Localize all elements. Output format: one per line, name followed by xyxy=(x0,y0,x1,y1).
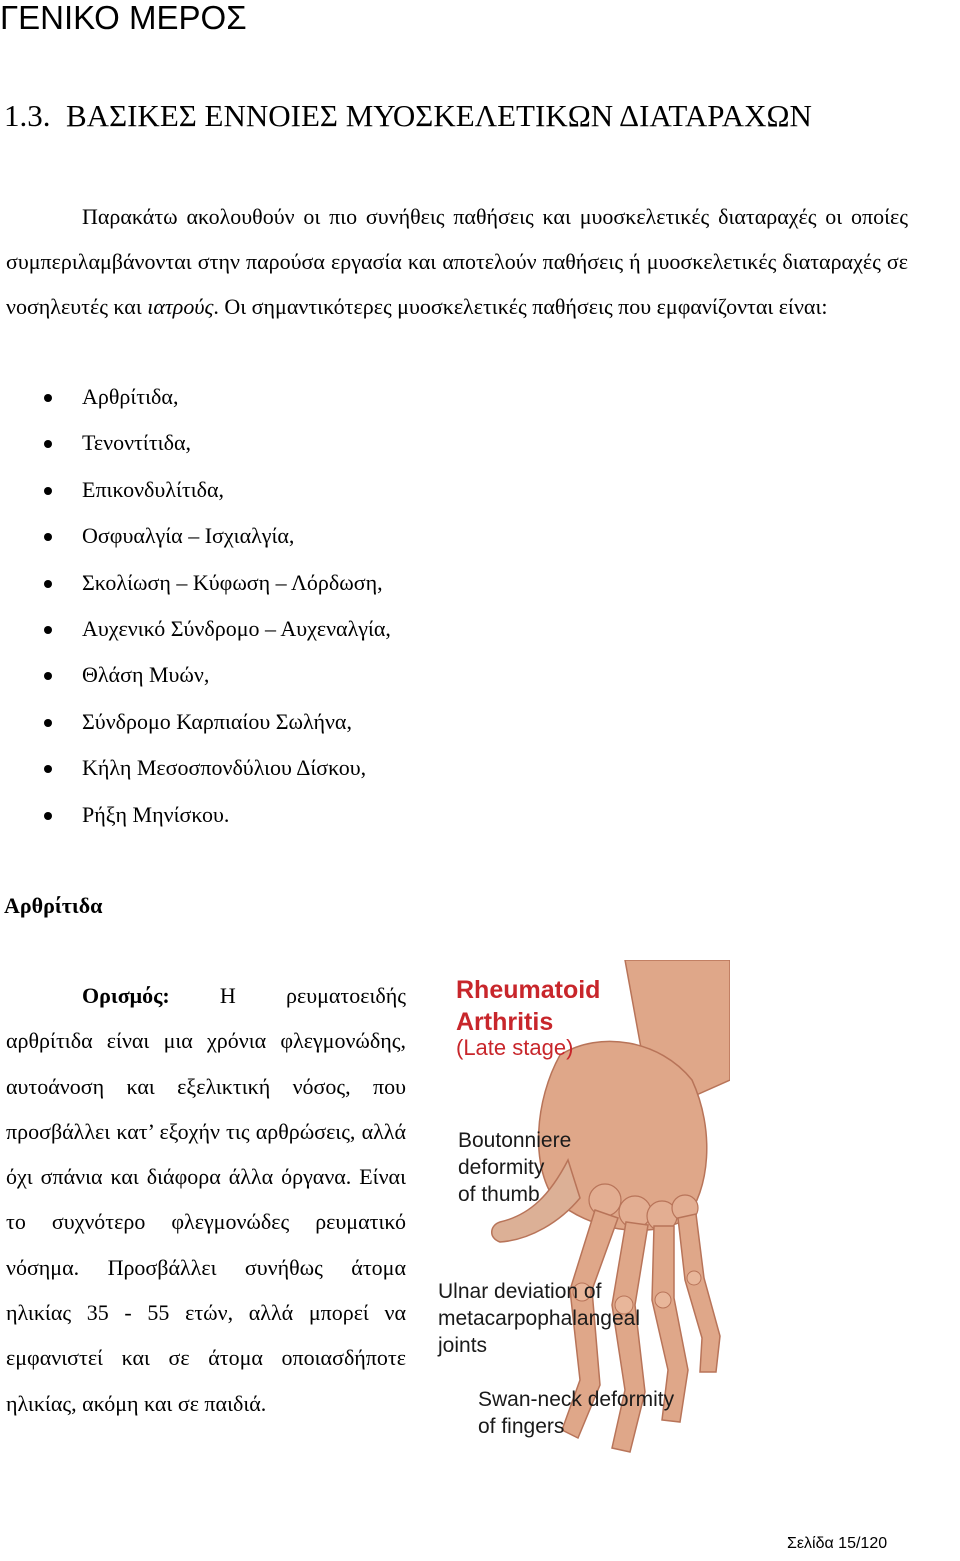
list-item-label: Ρήξη Μηνίσκου. xyxy=(82,801,230,827)
list-item-label: Οσφυαλγία – Ισχιαλγία, xyxy=(82,523,295,549)
section-number: 1.3. xyxy=(4,98,51,133)
list-item xyxy=(0,513,600,559)
disorders-list xyxy=(0,374,600,838)
list-item-label: Αρθρίτιδα, xyxy=(82,384,179,409)
list-item xyxy=(0,467,600,513)
list-item-label: Θλάση Μυών, xyxy=(82,662,210,688)
list-item-label: Τενοντίτιδα, xyxy=(82,430,191,456)
list-item xyxy=(0,792,600,838)
list-item xyxy=(0,560,600,606)
bullet-icon xyxy=(44,672,52,680)
list-item-label: Κήλη Μεσοσπονδύλιου Δίσκου, xyxy=(82,755,367,781)
intro-text-italic: ιατρούς xyxy=(147,294,214,319)
list-item-label: Σκολίωση – Κύφωση – Λόρδωση, xyxy=(82,569,383,595)
bullet-icon xyxy=(44,487,52,495)
section-title: ΒΑΣΙΚΕΣ ΕΝΝΟΙΕΣ ΜΥΟΣΚΕΛΕΤΙΚΩΝ ΔΙΑΤΑΡΑΧΩΝ xyxy=(66,98,812,133)
intro-paragraph xyxy=(6,194,908,329)
list-item xyxy=(0,745,600,791)
figure-label-boutonniere: Boutonniere deformity of thumb xyxy=(458,1129,572,1206)
intro-text-before: Παρακάτω ακολουθούν οι πιο συνήθεις παθήσεις και μυοσκελετικές διαταραχές οι οποίες συμπεριλαμβάνονται στην παρούσα εργασία και αποτελούν παθήσεις ή μυοσκελετικές διαταραχές σε νοσηλευτές και xyxy=(6,204,908,319)
bullet-icon xyxy=(44,812,52,820)
arthritis-definition xyxy=(6,973,406,1426)
section-heading xyxy=(4,98,812,134)
figure-title: Rheumatoid Arthritis xyxy=(456,976,601,1036)
list-item xyxy=(0,699,600,745)
bullet-icon xyxy=(44,626,52,634)
page-number: Σελίδα 15/120 xyxy=(787,1535,888,1552)
page-header-title: ΓΕΝΙΚΟ ΜΕΡΟΣ xyxy=(0,0,247,36)
list-item xyxy=(0,374,600,420)
bullet-icon xyxy=(44,580,52,588)
list-item xyxy=(0,652,600,698)
bullet-icon xyxy=(44,394,52,402)
bullet-icon xyxy=(44,765,52,773)
list-item-label: Σύνδρομο Καρπιαίου Σωλήνα, xyxy=(82,708,352,734)
figure-subtitle: (Late stage) xyxy=(456,1035,574,1060)
bullet-icon xyxy=(44,440,52,448)
arthritis-heading: Αρθρίτιδα xyxy=(4,893,103,918)
definition-label: Ορισμός: xyxy=(82,983,170,1008)
bullet-icon xyxy=(44,533,52,541)
bullet-icon xyxy=(44,719,52,727)
definition-text: Η ρευματοειδής αρθρίτιδα είναι μια χρόνια φλεγμονώδης, αυτοάνοση και εξελικτική νόσος, που προσβάλλει κατ’ εξοχήν τις αρθρώσεις, αλλά όχι σπάνια και διάφορα άλλα όργανα. Είναι το συχνότερο φλεγμονώδες ρευματικό νόσημα. Προσβάλλει συνήθως άτομα ηλικίας 35 - 55 ετών, αλλά μπορεί να εμφανιστεί και σε άτομα οποιασδήποτε ηλικίας, ακόμη και σε παιδιά. xyxy=(6,983,406,1416)
figure-label-swan-neck: Swan-neck deformity of fingers xyxy=(478,1388,675,1438)
list-item xyxy=(0,420,600,466)
rheumatoid-arthritis-figure xyxy=(430,960,730,1460)
figure-label-ulnar-deviation: Ulnar deviation of metacarpophalangeal joints xyxy=(438,1280,640,1357)
list-item xyxy=(0,606,600,652)
list-item-label: Επικονδυλίτιδα, xyxy=(82,476,225,502)
intro-text-after: . Οι σημαντικότερες μυοσκελετικές παθήσεις που εμφανίζονται είναι: xyxy=(213,294,828,319)
list-item-label: Αυχενικό Σύνδρομο – Αυχεναλγία, xyxy=(82,615,391,641)
